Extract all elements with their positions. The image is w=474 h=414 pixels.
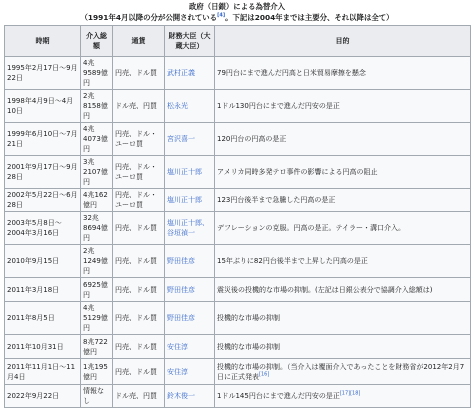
reference-link[interactable]: [17][18] bbox=[339, 390, 361, 397]
purpose-cell: アメリカ同時多発テロ事件の影響による円高の阻止 bbox=[217, 168, 378, 176]
currency-cell: 円売、ドル買 bbox=[115, 285, 157, 294]
currency-cell: 円売、ドル買 bbox=[115, 69, 157, 77]
purpose-cell: デフレーションの克服。円高の是正。テイラー・溝口介入。 bbox=[217, 224, 405, 232]
minister-link[interactable]: 鈴木俊一 bbox=[167, 392, 195, 400]
currency-cell: 円売、ドル買 bbox=[115, 224, 157, 232]
table-row bbox=[5, 123, 471, 156]
table-row bbox=[5, 278, 471, 302]
header-currency[interactable]: 通貨 bbox=[113, 26, 165, 57]
period-cell: 1995年2月17日〜9月22日 bbox=[7, 64, 78, 82]
caption-note-suffix: 。下記は2004年までは主要分、それ以降は全て） bbox=[225, 13, 394, 22]
purpose-cell: 投機的な市場の抑制 bbox=[217, 314, 280, 322]
minister-link[interactable]: 野田佳彦 bbox=[167, 285, 195, 294]
amount-cell: 4兆5129億円 bbox=[83, 304, 108, 332]
currency-cell: 円売、ドル買 bbox=[115, 342, 157, 351]
period-cell: 2011年8月5日 bbox=[7, 314, 55, 322]
purpose-cell: 震災後の投機的な市場の抑制。(左記は日銀公表分で協調介入総額は) bbox=[217, 285, 433, 294]
purpose-cell: 投機的な市場の抑制 bbox=[217, 342, 280, 351]
table-row bbox=[5, 359, 471, 385]
period-cell: 2011年3月18日 bbox=[7, 285, 60, 294]
table-row bbox=[5, 57, 471, 90]
header-purpose[interactable]: 目的 bbox=[215, 26, 471, 57]
minister-link[interactable]: 野田佳彦 bbox=[167, 314, 195, 322]
caption-reference-link[interactable]: [4] bbox=[217, 12, 226, 19]
amount-cell: 2兆8158億円 bbox=[83, 92, 108, 120]
minister-link[interactable]: 松永光 bbox=[167, 102, 188, 110]
minister-link[interactable]: 塩川正十郎 bbox=[167, 196, 202, 204]
purpose-cell: 120円台の円高の是正 bbox=[217, 135, 287, 143]
table-caption-note bbox=[0, 12, 474, 23]
minister-link[interactable]: 塩川正十郎、谷垣禎一 bbox=[167, 219, 209, 237]
purpose-cell: 投機的な市場の抑制。（当介入は覆面介入であったことを財務省が2012年2月7日に正式発表 bbox=[217, 362, 465, 381]
amount-cell: 32兆8694億円 bbox=[83, 214, 108, 242]
table-row bbox=[5, 156, 471, 189]
intervention-table bbox=[4, 25, 471, 408]
table-caption-title: 政府（日銀）による為替介入 bbox=[188, 2, 286, 11]
table-body bbox=[5, 57, 471, 408]
amount-cell: 3兆2107億円 bbox=[83, 158, 108, 186]
period-cell: 2003年5月8日〜2004年3月16日 bbox=[7, 219, 62, 237]
table-row bbox=[5, 245, 471, 278]
table-row bbox=[5, 189, 471, 212]
header-amount[interactable]: 介入総額 bbox=[81, 26, 113, 57]
currency-cell: ドル売、円買 bbox=[115, 102, 157, 110]
currency-cell: ドル売、円買 bbox=[115, 392, 157, 400]
amount-cell: 8兆722億円 bbox=[83, 337, 108, 356]
purpose-cell: 123円台後半まで急騰した円高の是正 bbox=[217, 196, 336, 204]
purpose-cell: 1ドル145円台にまで進んだ円安の是正 bbox=[217, 392, 340, 400]
table-row bbox=[5, 212, 471, 245]
currency-cell: 円売、ドル買 bbox=[115, 257, 157, 265]
amount-cell: 2兆1249億円 bbox=[83, 247, 108, 275]
period-cell: 1999年6月10日〜7月21日 bbox=[7, 130, 78, 148]
purpose-cell: 79円台にまで進んだ円高と日米貿易摩擦を懸念 bbox=[217, 69, 366, 77]
amount-cell: 1兆195億円 bbox=[83, 362, 108, 381]
currency-cell: 円売、ドル買 bbox=[115, 314, 157, 322]
reference-link[interactable]: [16] bbox=[259, 371, 270, 378]
caption-note-prefix: （1991年4月以降の分が公開されている bbox=[80, 13, 218, 22]
minister-link[interactable]: 塩川正十郎 bbox=[167, 168, 202, 176]
period-cell: 2022年9月22日 bbox=[7, 392, 60, 400]
amount-cell: 4兆9589億円 bbox=[83, 59, 108, 87]
amount-cell: 情報なし bbox=[83, 387, 104, 405]
table-row bbox=[5, 335, 471, 359]
period-cell: 1998年4月9日〜4月10日 bbox=[7, 97, 74, 115]
table-row bbox=[5, 385, 471, 408]
currency-cell: 円売、ドル・ユーロ買 bbox=[115, 191, 157, 209]
header-minister[interactable]: 財務大臣（大蔵大臣） bbox=[165, 26, 215, 57]
period-cell: 2011年11月1日〜11月4日 bbox=[7, 362, 76, 381]
minister-link[interactable]: 野田佳彦 bbox=[167, 257, 195, 265]
table-row bbox=[5, 90, 471, 123]
minister-link[interactable]: 武村正義 bbox=[167, 69, 195, 77]
minister-link[interactable]: 安住淳 bbox=[167, 342, 188, 351]
header-period[interactable]: 時期 bbox=[5, 26, 81, 57]
table-row bbox=[5, 302, 471, 335]
period-cell: 2011年10月31日 bbox=[7, 342, 64, 351]
currency-cell: 円売、ドル・ユーロ買 bbox=[115, 163, 157, 181]
amount-cell: 4兆162億円 bbox=[83, 191, 108, 209]
purpose-cell: 15年ぶりに82円台後半まで上昇した円高の是正 bbox=[217, 257, 368, 265]
minister-link[interactable]: 宮沢喜一 bbox=[167, 135, 195, 143]
period-cell: 2001年9月17日〜9月28日 bbox=[7, 163, 78, 181]
minister-link[interactable]: 安住淳 bbox=[167, 367, 188, 376]
purpose-cell: 1ドル130円台にまで進んだ円安の是正 bbox=[217, 102, 340, 110]
period-cell: 2010年9月15日 bbox=[7, 257, 60, 265]
period-cell: 2002年5月22日〜6月28日 bbox=[7, 191, 78, 209]
amount-cell: 6925億円 bbox=[83, 280, 108, 299]
currency-cell: 円売、ドル・ユーロ買 bbox=[115, 130, 157, 148]
currency-cell: 円売、ドル買 bbox=[115, 367, 157, 376]
table-header-row bbox=[5, 26, 471, 57]
amount-cell: 4兆4073億円 bbox=[83, 125, 108, 153]
